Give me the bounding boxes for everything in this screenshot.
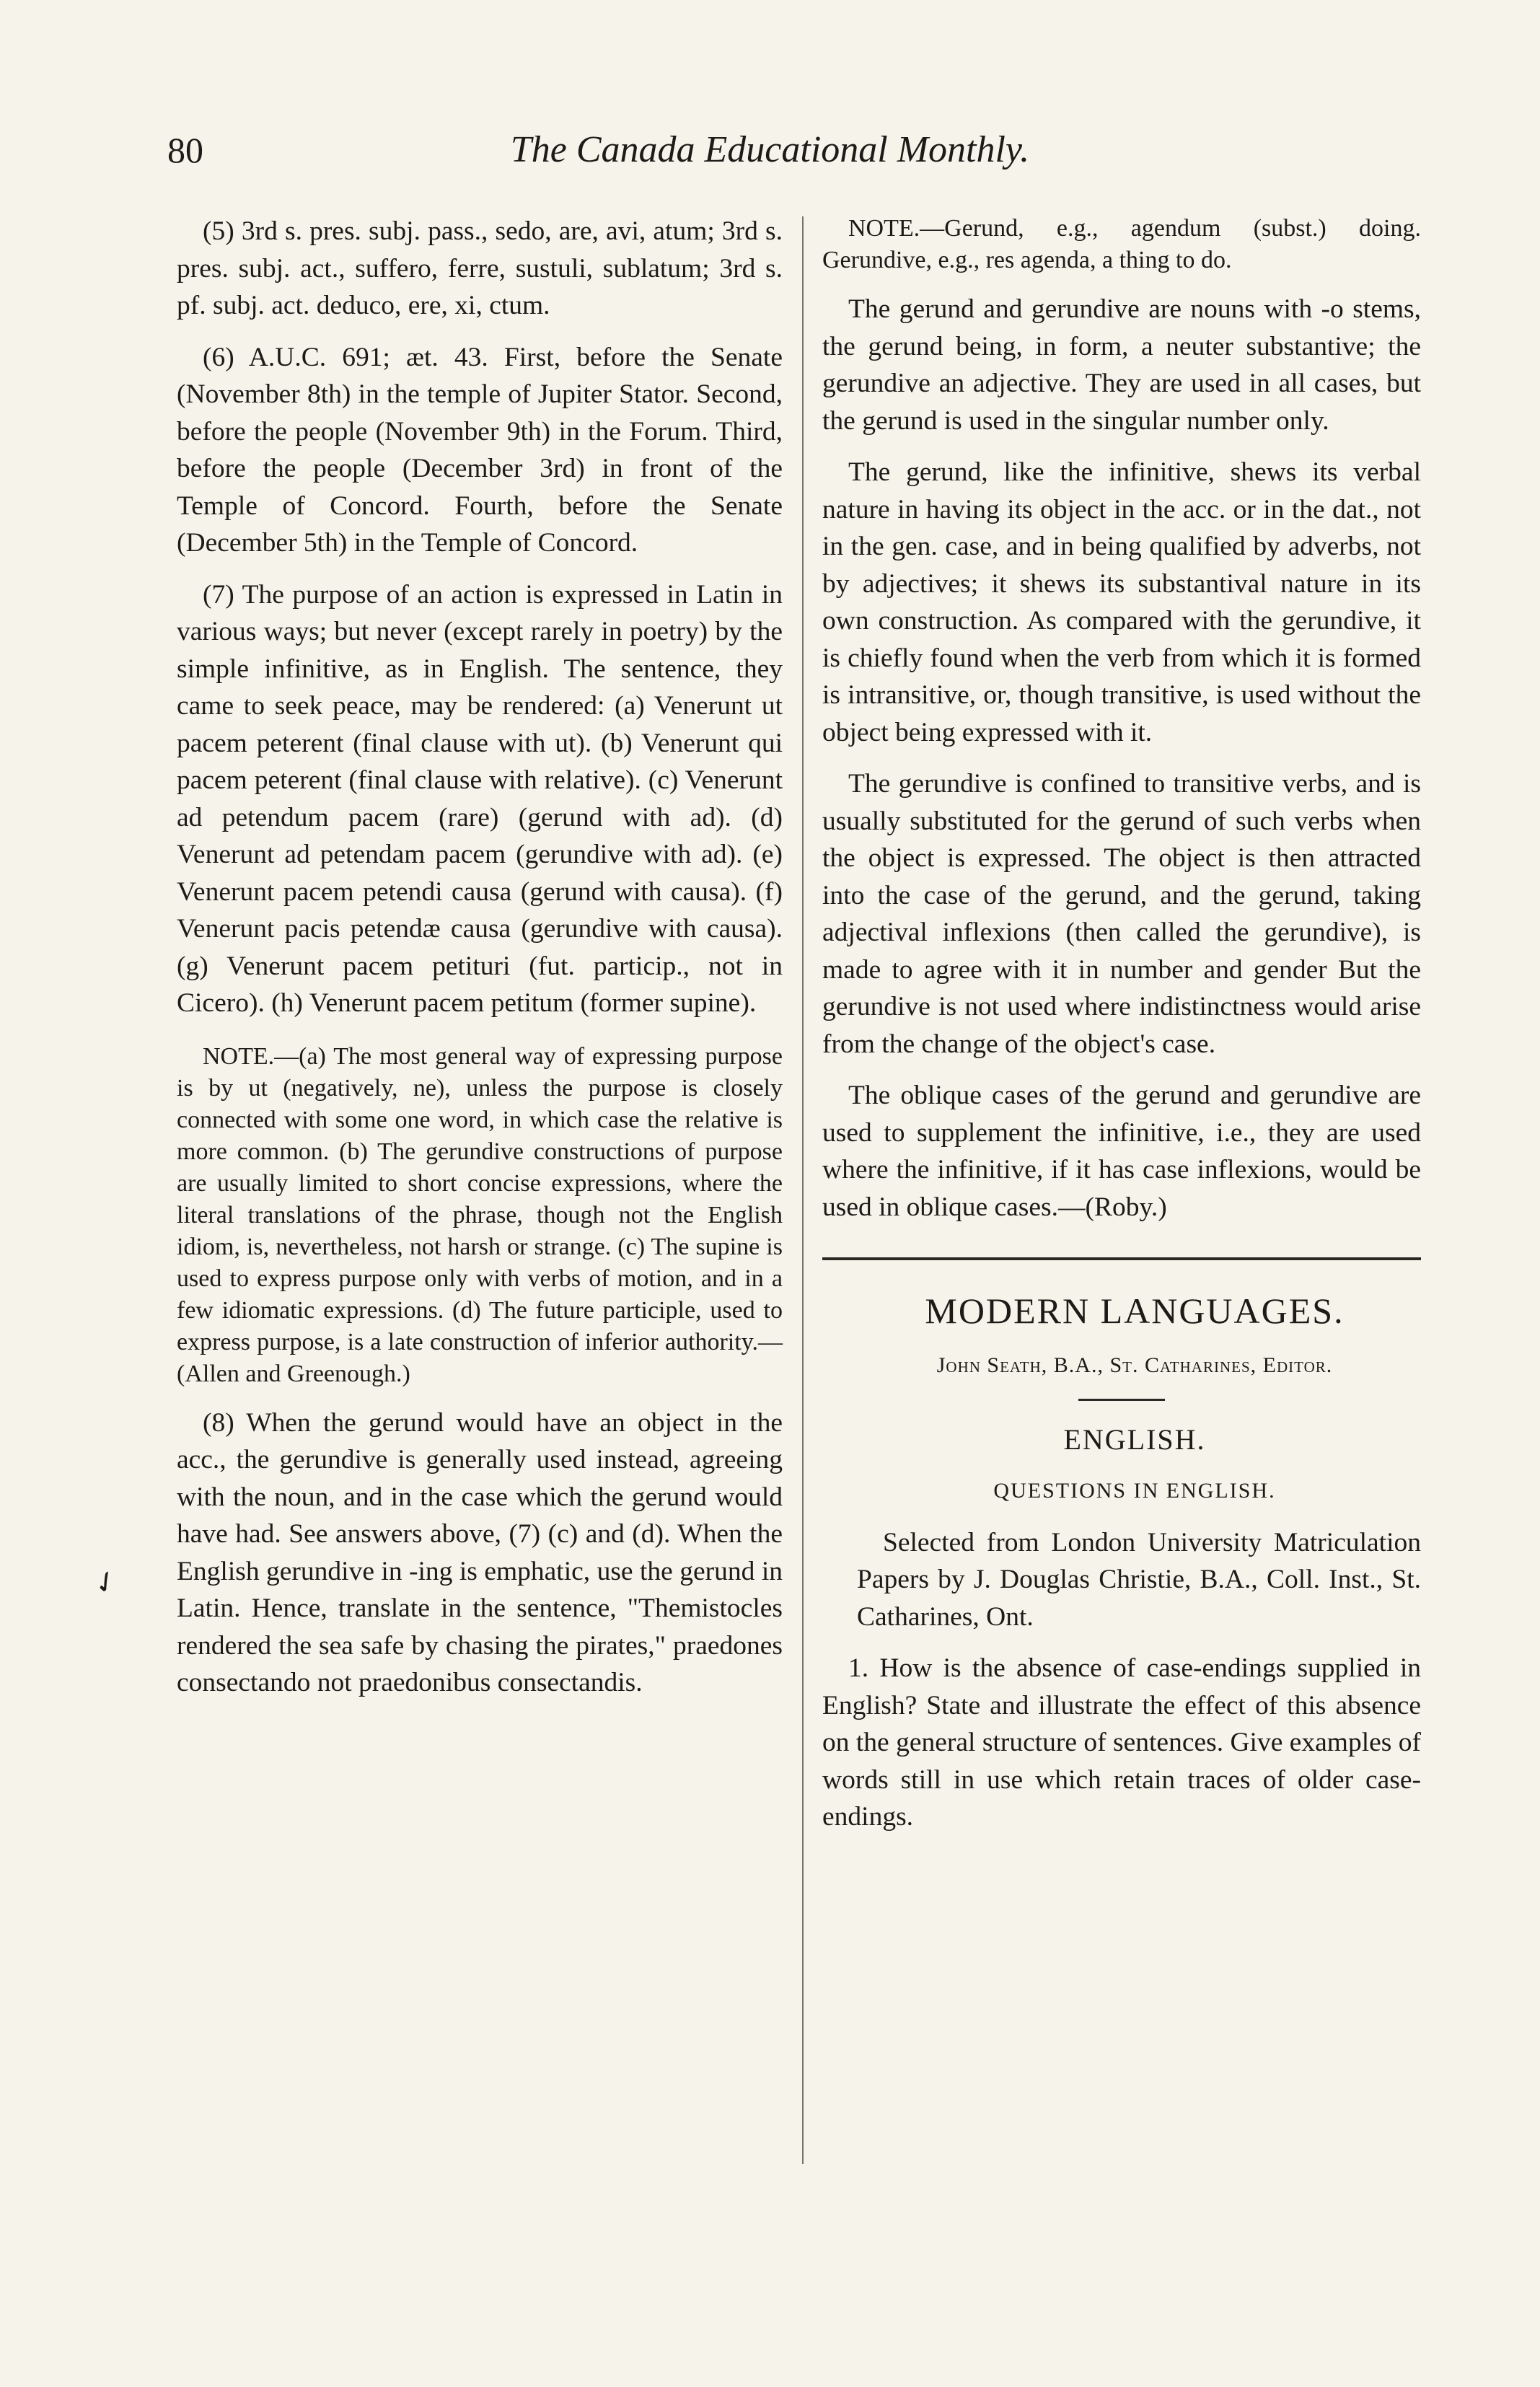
questions-title: QUESTIONS IN ENGLISH. xyxy=(993,1479,1276,1503)
answer-7: (7) The purpose of an action is expressed in Latin in various ways; but never (except rarely in poetry) by the simple infinitive, as in English. The sentence, they came to seek peace, may be rendered: (a) Venerunt ut pacem peterent (final clause with ut). (b) Venerunt qui pacem peterent (final clause with relative). (c) Venerunt ad petendum pacem (rare) (gerund with ad). (d) Venerunt ad petendam pacem (gerundive with ad). (e) Venerunt pacem petendi causa (gerund with causa). (f) Venerunt pacis petendæ causa (gerundive with causa). (g) Venerunt pacem petituri (fut. particip., not in Cicero). (h) Venerunt pacem petitum (former supine). xyxy=(177,579,783,1018)
running-title: The Canada Educational Monthly. xyxy=(510,129,1030,170)
page-number: 80 xyxy=(167,130,203,170)
section-rule xyxy=(822,1257,1421,1260)
subsection-title: ENGLISH. xyxy=(1063,1423,1206,1456)
gerund-note: NOTE.—Gerund, e.g., agendum (subst.) doing. Gerundive, e.g., res agenda, a thing to do. xyxy=(822,215,1421,273)
column-divider xyxy=(802,216,804,2164)
selection-credit: Selected from London University Matriculation Papers by J. Douglas Christie, B.A., Coll. Inst., St. Catharines, Ont. xyxy=(857,1527,1421,1632)
right-column xyxy=(822,213,1421,1850)
gerund-paragraph-4: The oblique cases of the gerund and gerundive are used to supplement the infinitive, i.e., they are used where the infinitive, if it has case inflexions, would be used in oblique cases.—(Roby.) xyxy=(822,1081,1421,1222)
answer-8: (8) When the gerund would have an object in the acc., the gerundive is generally used instead, agreeing with the noun, and in the case which the gerund would have had. See answers above, (7) (c) and (d). When the English gerundive in -ing is emphatic, use the gerund in Latin. Hence, translate in the sentence, "Themistocles rendered the sea safe by chasing the pirates," praedones consectando not praedonibus consectandis. xyxy=(177,1407,783,1697)
section-editor: John Seath, B.A., St. Catharines, Editor. xyxy=(936,1353,1333,1377)
purpose-note: NOTE.—(a) The most general way of expressing purpose is by ut (negatively, ne), unless the purpose is closely connected with some one word, in which case the relative is more common. (b) The gerundive constructions of purpose are usually limited to short concise expressions, where the literal translations of the phrase, though not the English idiom, is, nevertheless, not harsh or strange. (c) The supine is used to express purpose only with verbs of motion, and in a few idiomatic expressions. (d) The future participle, used to express purpose, is a late construction of inferior authority.—(Allen and Greenough.) xyxy=(177,1042,783,1387)
gerund-paragraph-2: The gerund, like the infinitive, shews its verbal nature in having its object in the acc. or in the dat., not in the gen. case, and in being qualified by adverbs, not by adjectives; it shews its substantival nature in its own construction. As compared with the gerundive, it is chiefly found when the verb from which it is formed is intransitive, or, though transitive, is used without the object being expressed with it. xyxy=(822,457,1421,747)
gerund-paragraph-3: The gerundive is confined to transitive verbs, and is usually substituted for the gerund of such verbs when the object is expressed. The object is then attracted into the case of the gerund, and the gerund, taking adjectival inflexions (then called the gerundive), is made to agree with it in number and gender But the gerundive is not used where indistinctness would arise from the change of the object's case. xyxy=(822,769,1421,1059)
margin-mark: ✓ xyxy=(87,1562,125,1603)
page-header xyxy=(0,121,1540,179)
short-rule xyxy=(1078,1399,1165,1401)
section-title: MODERN LANGUAGES. xyxy=(925,1291,1345,1331)
question-1: 1. How is the absence of case-endings supplied in English? State and illustrate the effect of this absence on the general structure of sentences. Give examples of words still in use which retain traces of older case-endings. xyxy=(822,1653,1421,1832)
answer-5: (5) 3rd s. pres. subj. pass., sedo, are, avi, atum; 3rd s. pres. subj. act., suffero, ferre, sustuli, sublatum; 3rd s. pf. subj. act. deduco, ere, xi, ctum. xyxy=(177,216,783,320)
gerund-paragraph-1: The gerund and gerundive are nouns with -o stems, the gerund being, in form, a neuter substantive; the gerundive an adjective. They are used in all cases, but the gerund is used in the singular number only. xyxy=(822,294,1421,436)
left-column xyxy=(177,213,783,1716)
answer-6: (6) A.U.C. 691; æt. 43. First, before the Senate (November 8th) in the temple of Jupiter Stator. Second, before the people (November 9th) in the Forum. Third, before the people (December 3rd) in front of the Temple of Concord. Fourth, before the Senate (December 5th) in the Temple of Concord. xyxy=(177,342,783,558)
